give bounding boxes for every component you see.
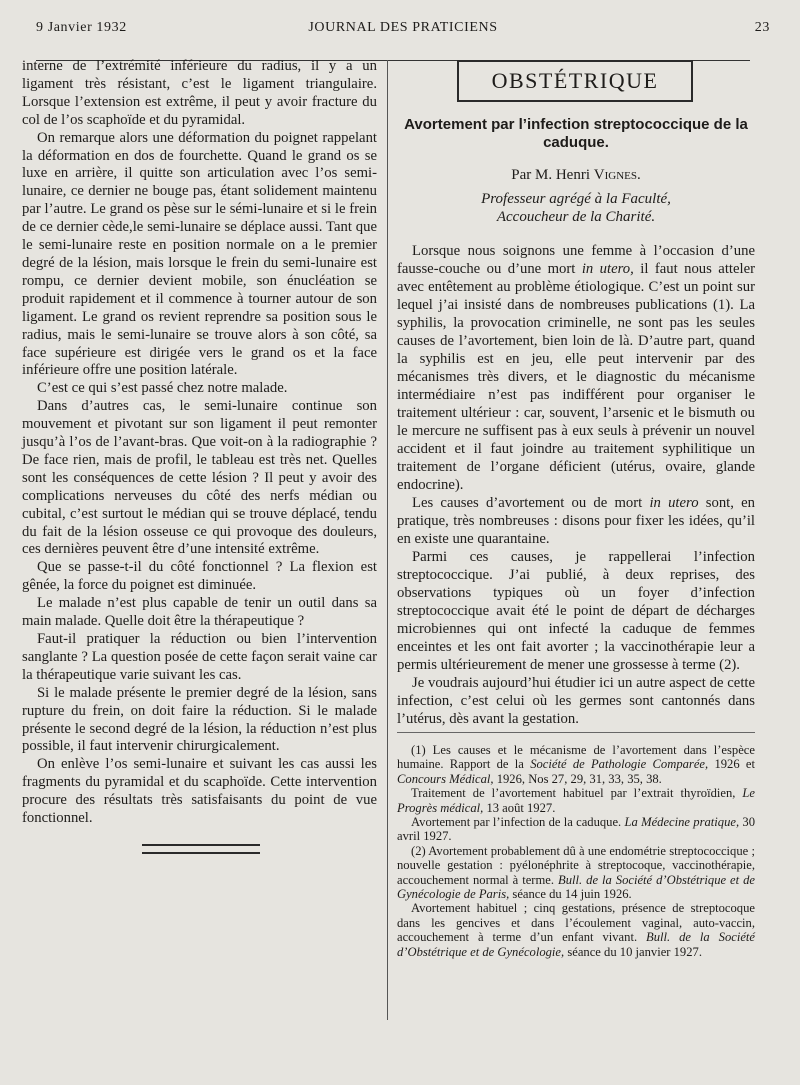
paragraph: On remarque alors une déformation du poignet rappelant la déformation en dos de fourchette. Quand le grand os se luxe en arrière, il quitte son articulation avec l’os semi-lunaire, ce dernier ne bouge pas, étant solidement maintenu par l’autre. Le grand os pèse sur le sémi-lunaire et si le frein de ce dernier cède,le semi-lunaire se déplace aussi. Tant que le semi-lunaire reste en position normale on a le premier degré de la lésion, mais lorsque le frein du semi-lunaire est rompu, ce dernier devient mobile, son énucléation se produit rapidement et il commence à tourner autour de son ligament. Le grand os revient reprendre sa position sous le radius, mais le semi-lunaire se trouve alors à son côté, sa face supérieure est dirigée vers le grand os et la face inférieure offre une position latérale. [22, 129, 377, 379]
paragraph: interne de l’extrémité inférieure du radius, il y a un ligament très résistant, c’est le ligament triangulaire. Lorsque l’extension est extrême, il peut y avoir fracture du col de l’os scaphoïde et du pyramidal. [22, 58, 377, 128]
author-name: Vignes. [593, 167, 641, 183]
footnote: (2) Avortement probablement dû à une endométrie streptococcique ; nouvelle gestation : pyélonéphrite à streptocoque, vaccinothérapie, accouchement normal à terme. Bull. de la Société d’Obstétrique et de Gynécologie de Paris, séance du 14 juin 1926. [397, 843, 756, 902]
byline [397, 166, 755, 184]
author-role [397, 190, 755, 226]
article-title: Avortement par l’infection streptococcique de la caduque. [404, 116, 748, 151]
paragraph: Lorsque nous soignons une femme à l’occasion d’une fausse-couche ou d’une mort in utero, il faut nous atteler avec entêtement au problème étiologique. C’est un point sur lequel j’ai insisté dans de nombreuses publications (1). La syphilis, la provocation criminelle, ne sont pas les seules causes de l’avortement, bien loin de là. D’autre part, quand la syphilis est en jeu, elle peut intervenir par des mécanismes très divers, et le diagnostic du mécanisme intermédiaire n’est pas indifférent pour organiser le traitement ultérieur : car, souvent, l’arsenic et le bismuth ou le mercure ne suffisent pas à eux seuls à prévenir un nouvel accident et il faut joindre au traitement syphilitique un traitement de l’organe déficient (utérus, ovaire, glande endocrine). [397, 243, 755, 493]
right-column [397, 60, 755, 959]
paragraph: Dans d’autres cas, le semi-lunaire continue son mouvement et pivotant sur son ligament il peut remonter jusqu’à l’os de l’avant-bras. Que voit-on à la radiographie ? De face rien, mais de profil, le tableau est très net. Quelles sont les conséquences de cette lésion ? Il peut y avoir des complications nerveuses du côté des nerfs médian ou cubital, c’est surtout le médian qui se trouve déplacé, tendu du fait de la lésion osseuse ce qui provoque des douleurs, ces dernières peuvent être d’une intensité extrême. [22, 398, 377, 558]
footnote: Avortement par l’infection de la caduque. La Médecine pratique, 30 avril 1927. [397, 815, 755, 844]
column-divider [387, 60, 388, 1020]
footnote: (1) Les causes et le mécanisme de l’avortement dans l’espèce humaine. Rapport de la Société de Pathologie Comparée, 1926 et Concours Médical, 1926, Nos 27, 29, 31, 33, 35, 38. [397, 743, 755, 786]
paragraph: Parmi ces causes, je rappellerai l’infection streptococcique. J’ai publié, à deux reprises, des observations typiques où un foyer d’infection streptococcique avait été le point de départ de décharges microbiennes qui ont infecté la caduque de femmes enceintes et les ont fait avorter ; la vaccinothérapie leur a permis ultérieurement de mener une grossesse à terme (2). [397, 549, 755, 673]
page-number: 23 [754, 20, 770, 35]
issue-date: 9 Janvier 1932 [36, 20, 127, 35]
page-header [36, 20, 770, 42]
paragraph: Si le malade présente le premier degré de la lésion, sans rupture du frein, on doit faire la réduction. Si le malade présente le second degré de la lésion, la réduction n’est plus possible, il faut intervenir chirurgicalement. [22, 684, 377, 755]
section-heading: OBSTÉTRIQUE [457, 60, 693, 102]
paragraph: Faut-il pratiquer la réduction ou bien l’intervention sanglante ? La question posée de cette façon serait vaine car la thérapeutique varie suivant les cas. [22, 631, 377, 683]
footnote: Traitement de l’avortement habituel par l’extrait thyroïdien, Le Progrès médical, 13 août 1927. [397, 786, 755, 815]
end-ornament [142, 844, 260, 854]
journal-title: JOURNAL DES PRATICIENS [308, 20, 498, 35]
author-role-line: Professeur agrégé à la Faculté, [481, 191, 671, 207]
paragraph: C’est ce qui s’est passé chez notre malade. [37, 380, 288, 397]
paragraph: On enlève l’os semi-lunaire et suivant les cas aussi les fragments du pyramidal et du scaphoïde. Cette intervention procure des résultats très satisfaisants du point de vue fonctionnel. [22, 756, 377, 827]
paragraph: Les causes d’avortement ou de mort in utero sont, en pratique, très nombreuses : disons pour fixer les idées, qu’il en existe une quarantaine. [397, 495, 755, 547]
footnote: Avortement habituel ; cinq gestations, présence de streptocoque dans les gencives et dans l’écoulement vaginal, auto-vaccin, accouchement à terme d’un enfant vivant. Bull. de la Société d’Obstétrique et de Gynécologie, séance du 10 janvier 1927. [397, 901, 756, 959]
footnotes [397, 732, 755, 959]
byline-prefix: Par M. Henri [511, 167, 590, 183]
left-column [22, 58, 377, 854]
author-role-line: Accoucheur de la Charité. [496, 209, 656, 225]
paragraph: Je voudrais aujourd’hui étudier ici un autre aspect de cette infection, c’est celui où les germes sont cantonnés dans l’utérus, dès avant la gestation. [397, 675, 755, 727]
paragraph: Le malade n’est plus capable de tenir un outil dans sa main malade. Quelle doit être la thérapeutique ? [22, 595, 377, 630]
paragraph: Que se passe-t-il du côté fonctionnel ? La flexion est gênée, la force du poignet est diminuée. [22, 559, 377, 594]
